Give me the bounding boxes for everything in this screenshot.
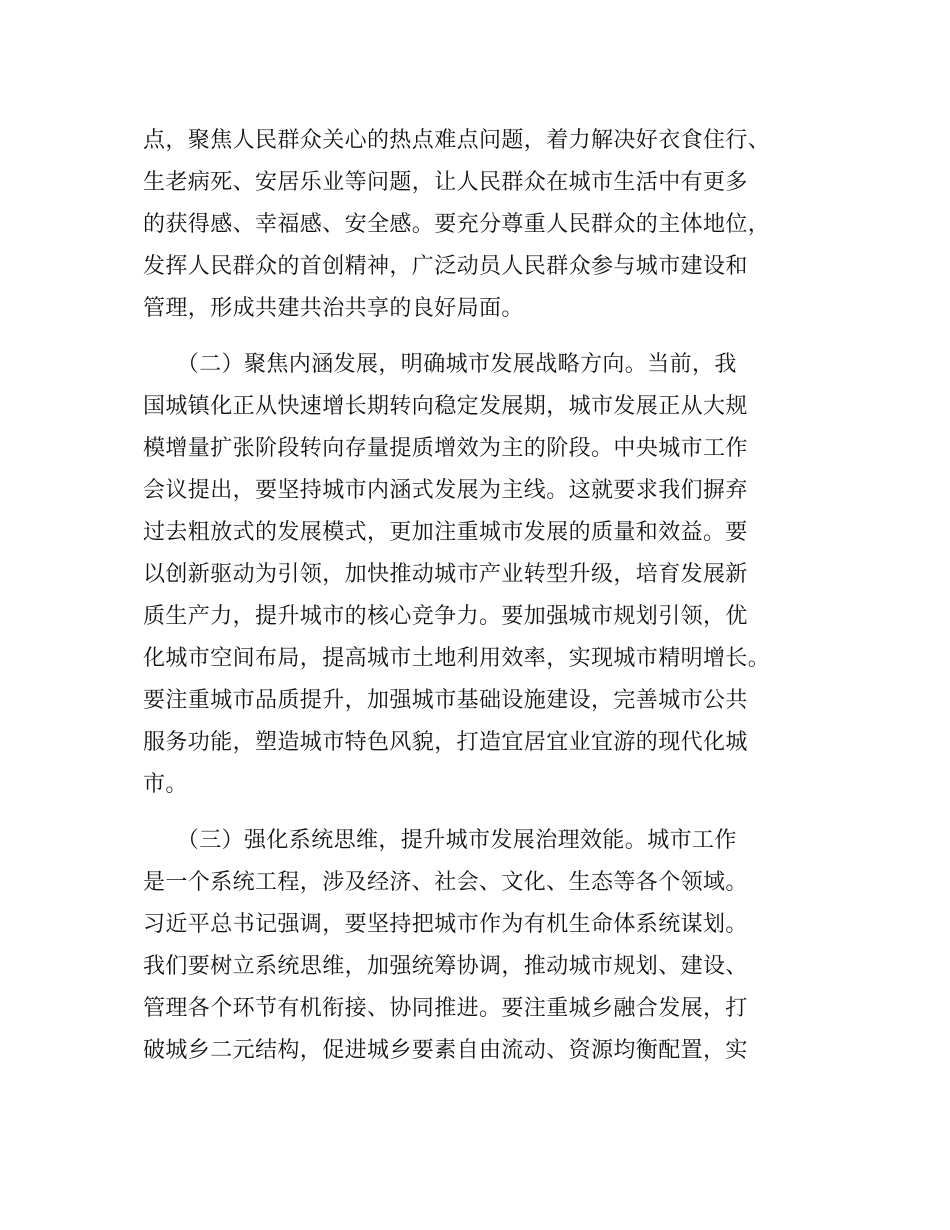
text-line: 习近平总书记强调，要坚持把城市作为有机生命体系统谋划。 xyxy=(143,912,748,937)
text-line: 要注重城市品质提升，加强城市基础设施建设，完善城市公共 xyxy=(143,688,748,713)
text-line: 生老病死、安居乐业等问题，让人民群众在城市生活中有更多 xyxy=(143,170,748,195)
text-line: 国城镇化正从快速增长期转向稳定发展期，城市发展正从大规 xyxy=(143,394,748,419)
text-line: 管理，形成共建共治共享的良好局面。 xyxy=(143,296,524,321)
text-line: 服务功能，塑造城市特色风貌，打造宜居宜业宜游的现代化城 xyxy=(143,730,748,755)
text-line: 化城市空间布局，提高城市土地利用效率，实现城市精明增长。 xyxy=(143,646,771,671)
text-line: 点，聚焦人民群众关心的热点难点问题，着力解决好衣食住行、 xyxy=(143,128,771,153)
paragraph-gap xyxy=(143,806,833,820)
paragraph-gap xyxy=(143,330,833,344)
paragraph-3 xyxy=(143,820,833,1072)
text-line: 市。 xyxy=(143,772,188,797)
text-line: 以创新驱动为引领，加快推动城市产业转型升级，培育发展新 xyxy=(143,562,748,587)
text-line: 的获得感、幸福感、安全感。要充分尊重人民群众的主体地位， xyxy=(143,212,771,237)
paragraph-2 xyxy=(143,344,833,806)
paragraph-1 xyxy=(143,120,833,330)
text-line: 破城乡二元结构，促进城乡要素自由流动、资源均衡配置，实 xyxy=(143,1038,748,1063)
text-line: 质生产力，提升城市的核心竞争力。要加强城市规划引领，优 xyxy=(143,604,748,629)
text-line: 模增量扩张阶段转向存量提质增效为主的阶段。中央城市工作 xyxy=(143,436,748,461)
text-line: （三）强化系统思维，提升城市发展治理效能。城市工作 xyxy=(143,828,737,853)
text-line: （二）聚焦内涵发展，明确城市发展战略方向。当前，我 xyxy=(143,352,737,377)
text-line: 我们要树立系统思维，加强统筹协调，推动城市规划、建设、 xyxy=(143,954,748,979)
text-line: 管理各个环节有机衔接、协同推进。要注重城乡融合发展，打 xyxy=(143,996,748,1021)
text-line: 过去粗放式的发展模式，更加注重城市发展的质量和效益。要 xyxy=(143,520,748,545)
text-line: 会议提出，要坚持城市内涵式发展为主线。这就要求我们摒弃 xyxy=(143,478,748,503)
text-line: 发挥人民群众的首创精神，广泛动员人民群众参与城市建设和 xyxy=(143,254,748,279)
text-line: 是一个系统工程，涉及经济、社会、文化、生态等各个领域。 xyxy=(143,870,748,895)
document-body xyxy=(143,120,833,1072)
